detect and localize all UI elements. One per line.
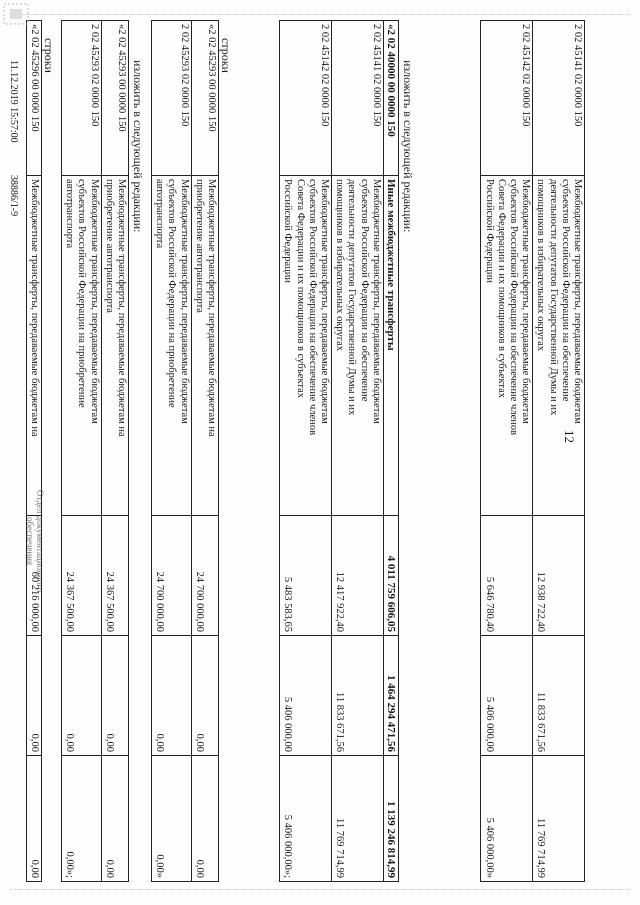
- scan-edge-top: [10, 14, 630, 17]
- value-2019-cell: 24 700 000,00: [152, 516, 191, 636]
- code-cell: 2 02 45142 02 0000 150: [280, 21, 331, 176]
- value-2019-cell: 24 367 500,00: [62, 516, 101, 636]
- value-2019-cell: 60 216 000,00: [27, 516, 41, 636]
- code-cell: 2 02 45142 02 0000 150: [481, 21, 532, 176]
- value-2019-cell: 5 483 583,65: [280, 516, 331, 636]
- value-2020-cell: 0,00: [152, 636, 191, 756]
- stamp-line: Отдел документационного: [35, 490, 45, 593]
- stamp-line: обеспечения: [25, 517, 35, 566]
- amendment-label: изложить в следующей редакции:: [401, 60, 415, 233]
- name-cell: Межбюджетные трансферты, передаваемые бюджетам на: [27, 176, 41, 516]
- code-cell: 2 02 45141 02 0000 150: [332, 21, 383, 176]
- name-cell: Межбюджетные трансферты, передаваемые бюджетам субъектов Российской Федерации на приобретение автотранспорта: [62, 176, 101, 516]
- rows-label: строки: [42, 38, 56, 73]
- name-cell: Межбюджетные трансферты, передаваемые бюджетам субъектов Российской Федерации на обеспечение членов Совета Федерации и их помощников в субъектах Российской Федерации: [280, 176, 331, 516]
- code-cell: «2 02 45293 00 0000 150: [102, 21, 128, 176]
- name-cell: Межбюджетные трансферты, передаваемые бюджетам субъектов Российской Федерации на обеспечение членов Совета Федерации и их помощников в субъектах Российской Федерации: [481, 176, 532, 516]
- value-2021-cell: 0,00»: [154, 854, 166, 878]
- value-2020-cell: 0,00: [62, 636, 101, 756]
- rows-label: строки: [219, 38, 233, 73]
- value-2020-cell: 0,00: [192, 636, 218, 756]
- value-2019-cell: 4 011 759 606,05: [384, 516, 398, 636]
- name-cell: Межбюджетные трансферты, передаваемые бюджетам субъектов Российской Федерации на обеспечение деятельности депутатов Государственной Думы и их помощников в избирательных округах: [533, 176, 584, 516]
- footer-datetime: 11.12.2019 15:57:00: [8, 60, 19, 143]
- value-2021-cell: 11 769 714,99: [535, 818, 547, 878]
- value-2020-cell: 11 833 671,56: [533, 636, 584, 756]
- value-2020-cell: 0,00: [102, 636, 128, 756]
- value-2020-cell: 5 406 000,00: [280, 636, 331, 756]
- footer-doc-number: 38886/1-9: [8, 175, 19, 217]
- table-block-5: [26, 20, 42, 882]
- code-cell: 2 02 45293 02 0000 150: [62, 21, 101, 176]
- value-2019-cell: 12 938 722,40: [533, 516, 584, 636]
- value-2020-cell: 11 833 671,56: [332, 636, 383, 756]
- code-cell: 2 02 45141 02 0000 150: [533, 21, 584, 176]
- value-2020-cell: 0,00: [27, 636, 41, 756]
- value-2021-cell: 0,00: [29, 859, 40, 878]
- name-cell: Иные межбюджетные трансферты: [384, 176, 398, 516]
- name-cell: Межбюджетные трансферты, передаваемые бюджетам на приобретение автотранспорта: [192, 176, 218, 516]
- value-2019-cell: 12 417 922,40: [332, 516, 383, 636]
- value-2021-cell: 0,00: [103, 859, 115, 878]
- value-2021-cell: 1 139 246 814,99: [385, 801, 397, 878]
- name-cell: Межбюджетные трансферты, передаваемые бюджетам субъектов Российской Федерации на обеспечение деятельности депутатов Государственной Думы и их помощников в избирательных округах: [332, 176, 383, 516]
- value-2020-cell: 5 406 000,00: [481, 636, 532, 756]
- value-2020-cell: 1 464 294 471,56: [384, 636, 398, 756]
- value-2021-cell: 11 769 714,99: [334, 818, 346, 878]
- code-cell: «2 02 45296 00 0000 150: [27, 21, 41, 176]
- name-cell: Межбюджетные трансферты, передаваемые бюджетам субъектов Российской Федерации на приобретение автотранспорта: [152, 176, 191, 516]
- code-cell: «2 02 45293 00 0000 150: [192, 21, 218, 176]
- value-2019-cell: 24 367 500,00: [102, 516, 128, 636]
- value-2019-cell: 5 646 780,40: [481, 516, 532, 636]
- page-number: 12: [562, 430, 577, 443]
- code-cell: 2 02 45293 02 0000 150: [152, 21, 191, 176]
- seal-mark-icon: [2, 2, 30, 26]
- code-cell: «2 02 40000 00 0000 150: [384, 21, 398, 176]
- value-2021-cell: 5 406 000,00»: [483, 817, 495, 878]
- scan-edge-bottom: [10, 889, 630, 892]
- amendment-label: изложить в следующей редакции:: [131, 60, 145, 233]
- value-2021-cell: 0,00»;: [64, 851, 76, 878]
- value-2021-cell: 0,00: [193, 859, 205, 878]
- value-2021-cell: 5 406 000,00»;: [282, 814, 294, 878]
- table-row: [26, 20, 42, 882]
- value-2019-cell: 24 700 000,00: [192, 516, 218, 636]
- name-cell: Межбюджетные трансферты, передаваемые бюджетам на приобретение автотранспорта: [102, 176, 128, 516]
